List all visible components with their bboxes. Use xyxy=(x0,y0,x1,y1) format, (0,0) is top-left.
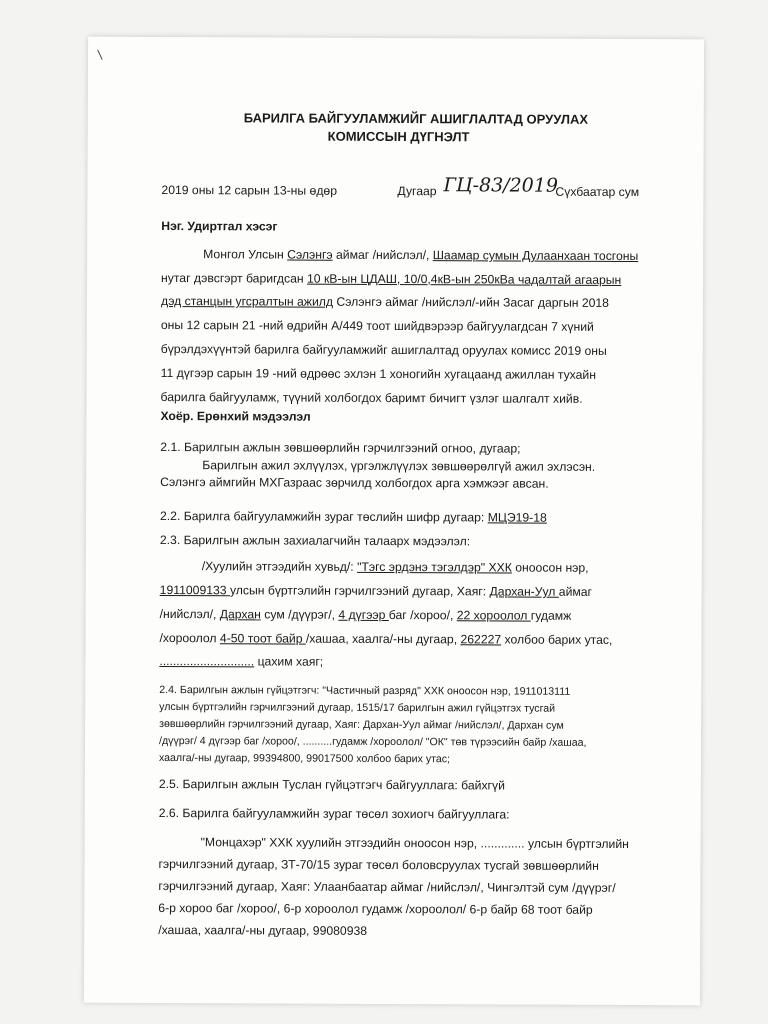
doc-number-handwritten: ГЦ-83/2019 xyxy=(443,174,559,197)
s1-line: барилга байгууламж, түүний холбогдох баримт бичигт үзлэг шалгалт хийв. xyxy=(160,389,583,406)
p26-line: /хашаа, хаалга/-ны дугаар, 99080938 xyxy=(158,922,368,938)
s1-line: бүрэлдэхүүнтэй барилга байгууламжийг ашиглалтад оруулах комисс 2019 оны xyxy=(160,341,607,358)
pen-mark: / xyxy=(93,47,107,63)
doc-title-line1: БАРИЛГА БАЙГУУЛАМЖИЙГ АШИГЛАЛТАД ОРУУЛАХ xyxy=(243,110,589,127)
section2-title: Хоёр. Ерөнхий мэдээлэл xyxy=(160,408,311,424)
p23-line: /Хуулийн этгээдийн хувьд/: "Тэгс эрдэнэ тэгэлдэр" ХХК оноосон нэр, xyxy=(201,559,589,575)
s1-line: нутаг дэвсгэрт баригдсан 10 кВ-ын ЦДАШ, 10/0,4кВ-ын 250кВа чадалтай агаарын xyxy=(161,270,622,287)
p21-line2: Сэлэнгэ аймгийн МХГазраас зөрчилд холбогдох арга хэмжээг авсан. xyxy=(160,474,549,491)
s1-line: 11 дүгээр сарын 19 -ний өдрөөс эхлэн 1 хоногийн хугацаанд ажиллан тухайн xyxy=(160,365,596,382)
p26-line: 6-р хороо баг /хороо/, 6-р хороолол гудамж /хороолол/ 6-р байр 68 тоот байр xyxy=(158,900,593,917)
document-page xyxy=(84,37,704,1006)
p26-line: "Монцахэр" ХХК хуулийн этгээдийн оноосон нэр, ............. улсын бүртгэлийн xyxy=(200,835,629,852)
p23-line: /хороолол 4-50 тоот байр /хашаа, хаалга/-ны дугаар, 262227 холбоо барих утас, xyxy=(159,630,613,647)
s1-line: Монгол Улсын Сэлэнгэ аймаг /нийслэл/, Шаамар сумын Дулаанхаан тосгоны xyxy=(203,247,639,264)
p21-title: 2.1. Барилгын ажлын зөвшөөрлийн гэрчилгээний огноо, дугаар; xyxy=(160,439,521,456)
s1-line: оны 12 сарын 21 -ний өдрийн А/449 тоот шийдвэрээр байгуулагдсан 7 хүний xyxy=(160,317,594,334)
p25: 2.5. Барилгын ажлын Туслан гүйцэтгэгч байгууллага: байхгүй xyxy=(158,776,505,793)
p26-line: гэрчилгээний дугаар, ЗТ-70/15 зураг төсөл боловсруулах тусгай зөвшөөрлийн xyxy=(158,856,599,873)
p24-line: хаалга/-ны дугаар, 99394800, 99017500 холбоо барих утас; xyxy=(158,751,451,766)
p21-line1: Барилгын ажил эхлүүлэх, үргэлжлүүлэх зөвшөөрөлгүй ажил эхлэсэн. xyxy=(202,458,596,474)
doc-date: 2019 оны 12 сарын 13-ны өдөр xyxy=(161,182,338,198)
p22: 2.2. Барилга байгууламжийн зураг төслийн шифр дугаар: МЦЭ19-18 xyxy=(159,508,547,525)
p26-title: 2.6. Барилга байгууламжийн зураг төсөл зохиогч байгууллага: xyxy=(158,805,510,822)
p23-line: ............................ цахим хаяг; xyxy=(159,653,324,669)
p24-line: 2.4. Барилгын ажлын гүйцэтгэгч: "Частичный разряд" ХХК оноосон нэр, 1911013111 xyxy=(159,683,571,698)
p24-line: зөвшөөрлийн гэрчилгээний дугаар, Хаяг: Дархан-Уул аймаг /нийслэл/, Дархан сум xyxy=(159,717,564,732)
p23-title: 2.3. Барилгын ажлын захиалагчийн талаарх мэдээлэл: xyxy=(159,532,471,549)
p23-line: /нийслэл/, Дархан сум /дүүрэг/, 4 дүгээр баг /хороо/, 22 хороолол гудамж xyxy=(159,606,572,623)
p24-line: /дүүрэг/ 4 дүгээр баг /хороо/, ..........гудамж /хороолол/ "ОК" төв түрээсийн байр /хашаа, xyxy=(159,734,587,749)
p24-line: улсын бүртгэлийн гэрчилгээний дугаар, 1515/17 барилгын ажил гүйцэтгэх тусгай xyxy=(159,700,556,715)
s1-line: дэд станцын угсралтын ажилд Сэлэнгэ аймаг /нийслэл/-ийн Засаг даргын 2018 xyxy=(160,293,609,310)
p23-line: 1911009133 улсын бүртгэлийн гэрчилгээний дугаар, Хаяг: Дархан-Уул аймаг xyxy=(159,582,593,599)
doc-number-label: Дугаар xyxy=(397,184,437,199)
doc-district: Сүхбаатар сум xyxy=(555,184,640,200)
section1-title: Нэг. Удиртгал хэсэг xyxy=(161,218,278,234)
doc-title-line2: КОМИССЫН ДҮГНЭЛТ xyxy=(327,128,470,145)
p26-line: гэрчилгээний дугаар, Хаяг: Улаанбаатар аймаг /нийслэл/, Чингэлтэй сум /дүүрэг/ xyxy=(158,878,616,895)
